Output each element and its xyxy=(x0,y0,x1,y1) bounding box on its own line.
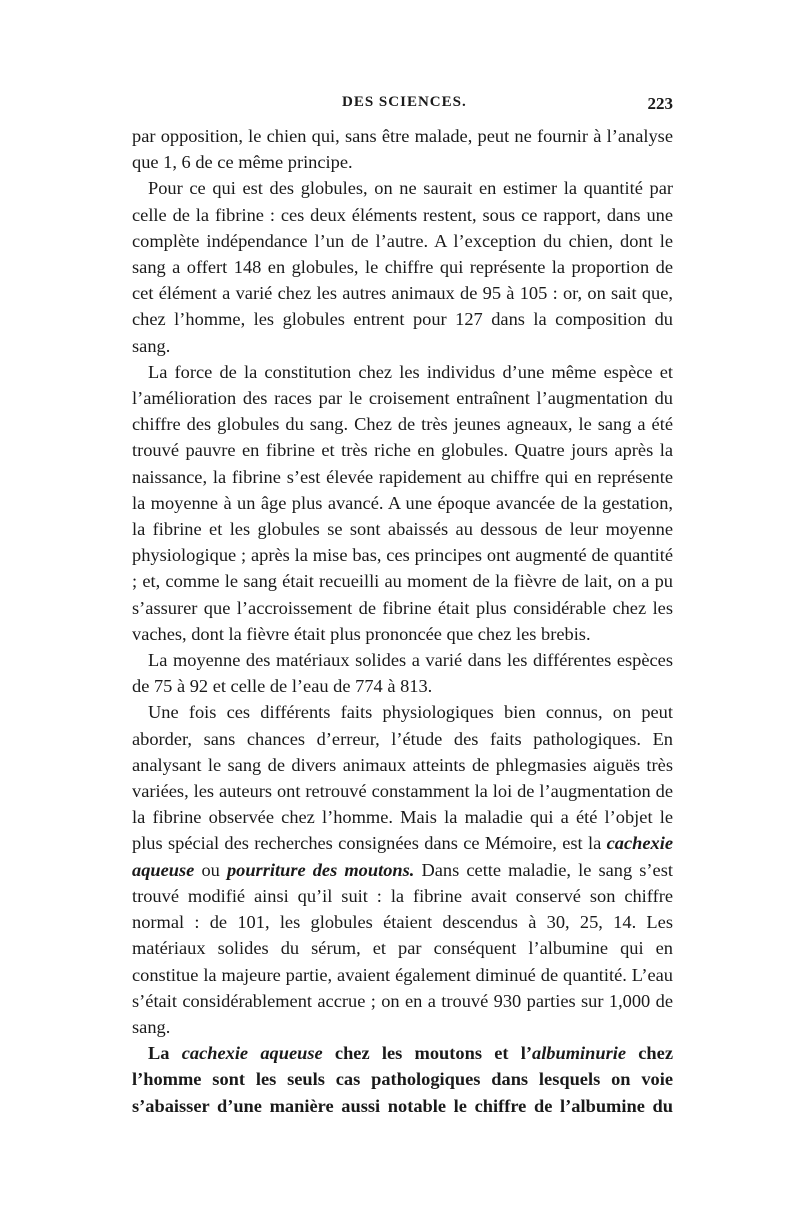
paragraph-5 xyxy=(132,699,673,1040)
paragraph-5-text-b: ou xyxy=(194,859,227,880)
paragraph-1: par opposition, le chien qui, sans être malade, peut ne fournir à l’analyse que 1, 6 de ce même principe. xyxy=(132,126,673,173)
running-head xyxy=(132,94,673,118)
body-text xyxy=(132,123,673,1119)
paragraph-6-text-c: chez l’homme sont les seuls cas pathologiques dans lesquels on voie s’abaisser d’une manière aussi notable le chiffre de l’albumine du xyxy=(132,1043,673,1116)
paragraph-6-text-a: La xyxy=(148,1043,182,1064)
running-title: DES SCIENCES. xyxy=(342,94,467,110)
paragraph-5-italic-a: cachexie aqueuse xyxy=(132,833,673,880)
paragraph-4: La moyenne des matériaux solides a varié dans les différentes espèces de 75 à 92 et celle de l’eau de 774 à 813. xyxy=(132,650,673,697)
paragraph-6-text-b: chez les moutons et l’ xyxy=(322,1043,532,1064)
page-number: 223 xyxy=(647,94,673,113)
paragraph-5-text-c: Dans cette maladie, le sang s’est trouvé modifié ainsi qu’il suit : la fibrine avait conservé son chiffre normal : de 101, les globules étaient descendus à 30, 25, 14. Les matériaux solides du sérum, et par conséquent l’albumine qui en constitue la majeure partie, avaient également diminué de quantité. L’eau s’était considérablement accrue ; on en a trouvé 930 parties sur 1,000 de sang. xyxy=(132,859,673,1037)
paragraph-3: La force de la constitution chez les individus d’une même espèce et l’amélioration des races par le croisement entraînent l’augmentation du chiffre des globules du sang. Chez de très jeunes agneaux, le sang a été trouvé pauvre en fibrine et très riche en globules. Quatre jours après la naissance, la fibrine s’est élevée rapidement au chiffre qui en représente la moyenne à un âge plus avancé. A une époque avancée de la gestation, la fibrine et les globules se sont abaissés au dessous de leur moyenne physiologique ; après la mise bas, ces principes ont augmenté de quantité ; et, comme le sang était recueilli au moment de la fièvre de lait, on a pu s’assurer que l’accroissement de fibrine était plus considérable chez les vaches, dont la fièvre était plus prononcée que chez les brebis. xyxy=(132,361,673,644)
paragraph-2: Pour ce qui est des globules, on ne saurait en estimer la quantité par celle de la fibrine : ces deux éléments restent, sous ce rapport, dans une complète indépendance l’un de l’autre. A l’exception du chien, dont le sang a offert 148 en globules, le chiffre qui représente la proportion de cet élément a varié chez les autres animaux de 95 à 105 : or, on sait que, chez l’homme, les globules entrent pour 127 dans la composition du sang. xyxy=(132,178,673,356)
paragraph-6-italic-b: albuminurie xyxy=(532,1043,627,1064)
paragraph-6 xyxy=(132,1040,673,1119)
paragraph-5-italic-b: pourriture des moutons. xyxy=(226,859,415,880)
paragraph-5-text-a: Une fois ces différents faits physiologiques bien connus, on peut aborder, sans chances d’erreur, l’étude des faits pathologiques. En analysant le sang de divers animaux atteints de phlegmasies aiguës très variées, les auteurs ont retrouvé constamment la loi de l’augmentation de la fibrine observée chez l’homme. Mais la maladie qui a été l’objet le plus spécial des recherches consignées dans ce Mémoire, est la xyxy=(132,702,673,854)
paragraph-6-italic-a: cachexie aqueuse xyxy=(181,1043,323,1064)
